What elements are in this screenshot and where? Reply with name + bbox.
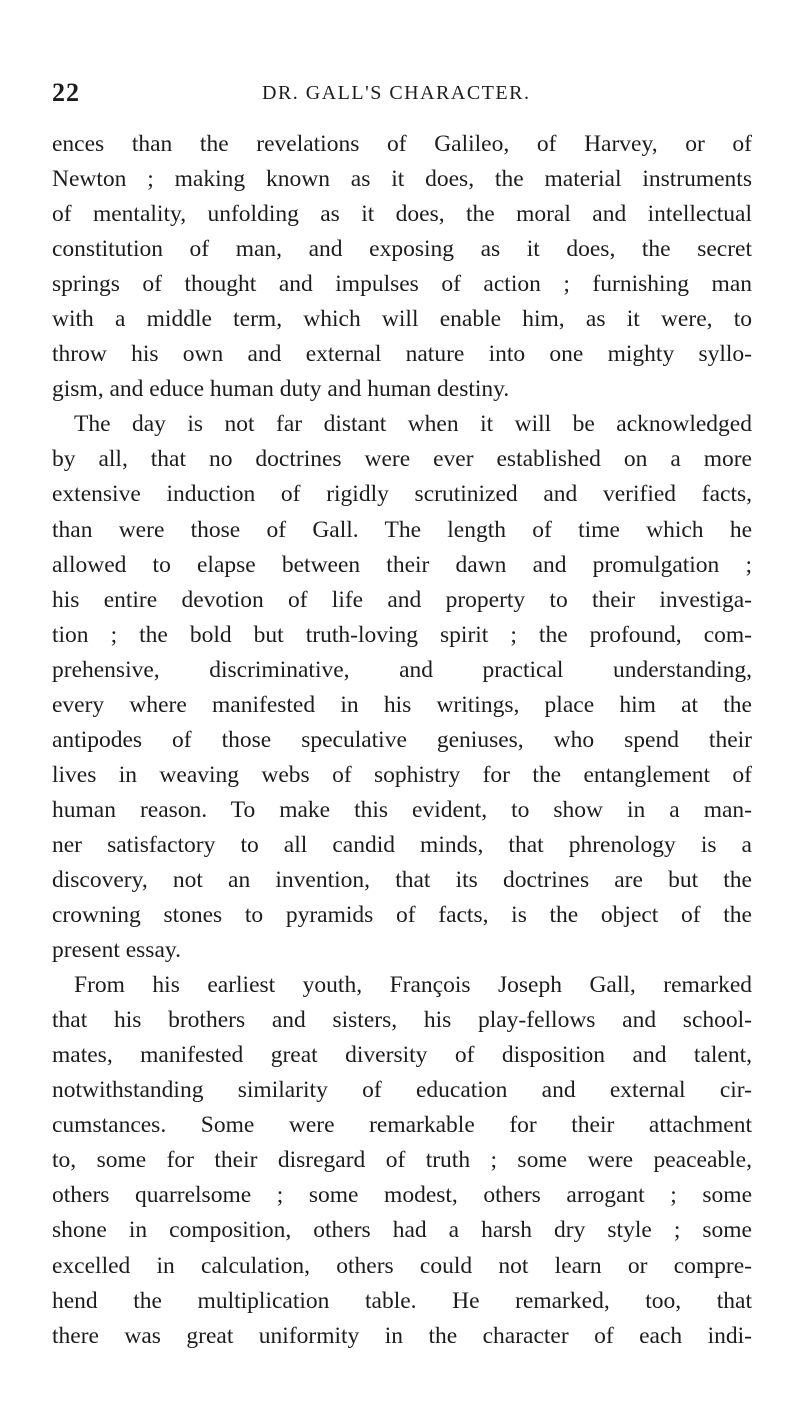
text-line: springs of thought and impulses of action ; furnishing man bbox=[52, 271, 752, 298]
text-line: hend the multiplication table. He remarked, too, that bbox=[52, 1287, 752, 1314]
text-line: ences than the revelations of Galileo, of Harvey, or of bbox=[52, 131, 752, 157]
text-line: tion ; the bold but truth-loving spirit ; the profound, com- bbox=[52, 621, 752, 648]
text-line: The day is not far distant when it will be acknowledged bbox=[74, 411, 752, 438]
text-line: than were those of Gall. The length of time which he bbox=[52, 516, 752, 543]
text-line: notwithstanding similarity of education and external cir- bbox=[52, 1077, 752, 1104]
text-line: lives in weaving webs of sophistry for the entanglement of bbox=[52, 761, 752, 788]
running-head bbox=[52, 78, 752, 114]
text-line: to, some for their disregard of truth ; some were peaceable, bbox=[52, 1147, 752, 1174]
text-line: every where manifested in his writings, place him at the bbox=[52, 691, 752, 718]
text-line: extensive induction of rigidly scrutinized and verified facts, bbox=[52, 481, 752, 508]
text-line: there was great uniformity in the character of each indi- bbox=[52, 1322, 752, 1349]
text-line: his entire devotion of life and property to their investiga- bbox=[52, 586, 752, 613]
text-line: From his earliest youth, François Joseph Gall, remarked bbox=[74, 972, 752, 999]
running-head-title: DR. GALL'S CHARACTER. bbox=[262, 82, 531, 104]
text-line: throw his own and external nature into one mighty syllo- bbox=[52, 341, 752, 368]
text-line: constitution of man, and exposing as it does, the secret bbox=[52, 236, 752, 263]
text-line: others quarrelsome ; some modest, others arrogant ; some bbox=[52, 1182, 752, 1209]
text-line: shone in composition, others had a harsh dry style ; some bbox=[52, 1217, 752, 1244]
body-text bbox=[52, 127, 752, 1354]
text-line: gism, and educe human duty and human destiny. bbox=[52, 376, 510, 403]
text-line: with a middle term, which will enable him, as it were, to bbox=[52, 306, 752, 333]
text-line: mates, manifested great diversity of disposition and talent, bbox=[52, 1042, 752, 1069]
text-line: of mentality, unfolding as it does, the moral and intellectual bbox=[52, 201, 752, 228]
text-line: that his brothers and sisters, his play-fellows and school- bbox=[52, 1007, 752, 1034]
page-number: 22 bbox=[52, 78, 80, 107]
text-line: prehensive, discriminative, and practical understanding, bbox=[52, 656, 752, 683]
text-line: by all, that no doctrines were ever established on a more bbox=[52, 446, 752, 473]
text-line: cumstances. Some were remarkable for their attachment bbox=[52, 1112, 752, 1139]
text-line: Newton ; making known as it does, the material instruments bbox=[52, 166, 752, 193]
text-line: ner satisfactory to all candid minds, that phrenology is a bbox=[52, 831, 752, 858]
text-line: antipodes of those speculative geniuses, who spend their bbox=[52, 726, 752, 753]
text-line: present essay. bbox=[52, 937, 181, 964]
text-line: allowed to elapse between their dawn and promulgation ; bbox=[52, 551, 752, 578]
text-line: crowning stones to pyramids of facts, is the object of the bbox=[52, 902, 752, 929]
text-line: human reason. To make this evident, to show in a man- bbox=[52, 796, 752, 823]
text-line: discovery, not an invention, that its doctrines are but the bbox=[52, 866, 752, 893]
text-line: excelled in calculation, others could not learn or compre- bbox=[52, 1252, 752, 1279]
